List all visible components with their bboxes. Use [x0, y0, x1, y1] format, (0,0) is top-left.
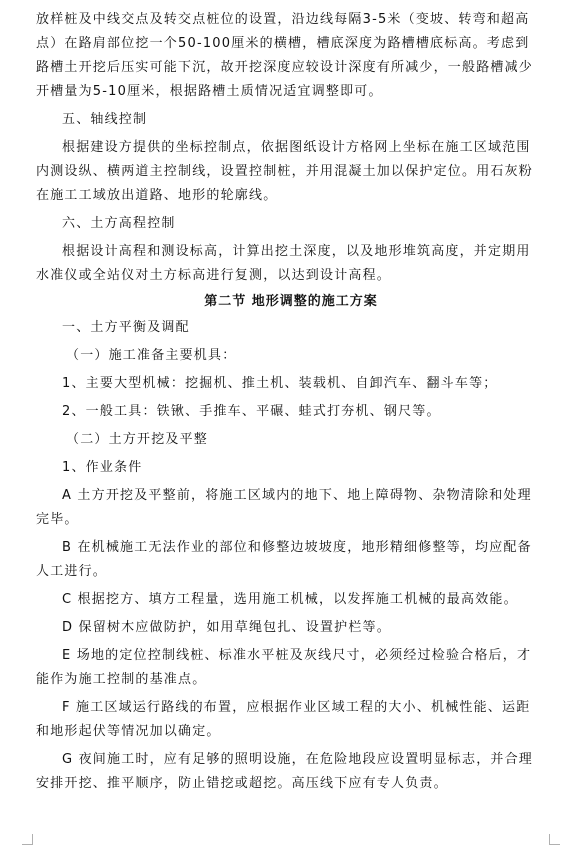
paragraph-line: 路槽土开挖后压实可能下沉，故开挖深度应较设计深度有所减少，一般路槽减少	[36, 60, 534, 75]
paragraph-line: 根据建设方提供的坐标控制点，依据图纸设计方格网上坐标在施工区域范围	[62, 140, 531, 155]
page-corner-mark	[549, 834, 560, 845]
paragraph-line: 水准仪或全站仪对土方标高进行复测，以达到设计高程。	[36, 268, 392, 283]
paragraph-line: C 根据挖方、填方工程量，选用施工机械，以发挥施工机械的最高效能。	[62, 592, 518, 607]
paragraph-line: 能作为施工控制的基准点。	[36, 672, 207, 687]
section-heading: 第二节 地形调整的施工方案	[204, 294, 378, 309]
paragraph-line: 完毕。	[36, 512, 79, 527]
paragraph-line: B 在机械施工无法作业的部位和修整边坡坡度，地形精细修整等，均应配备	[62, 540, 532, 555]
subsection-title: （二）土方开挖及平整	[66, 432, 209, 447]
paragraph-line: 根据设计高程和测设标高，计算出挖土深度，以及地形堆筑高度，并定期用	[62, 244, 531, 259]
page-corner-mark	[22, 834, 33, 845]
paragraph-line: E 场地的定位控制线桩、标准水平桩及灰线尺寸，必须经过检验合格后，才	[62, 648, 532, 663]
paragraph-line: D 保留树木应做防护，如用草绳包扎、设置护栏等。	[62, 620, 391, 635]
list-item: 1、作业条件	[62, 460, 143, 475]
paragraph-line: A 土方开挖及平整前，将施工区域内的地下、地上障碍物、杂物清除和处理	[62, 488, 532, 503]
subsection-title: （一）施工准备主要机具：	[66, 348, 237, 363]
paragraph-line: 安排开挖、推平顺序，防止错挖或超挖。高压线下应有专人负责。	[36, 776, 448, 791]
paragraph-line: 人工进行。	[36, 564, 108, 579]
section-title: 六、土方高程控制	[62, 216, 176, 231]
paragraph-line: 开槽量为5-10厘米，根据路槽土质情况适宜调整即可。	[36, 84, 383, 99]
document-body	[36, 8, 546, 796]
paragraph-line: 放样桩及中线交点及转交点桩位的设置，沿边线每隔3-5米（变坡、转弯和超高	[36, 12, 530, 27]
paragraph-line: 内测设纵、横两道主控制线，设置控制桩，并用混凝土加以保护定位。用石灰粉	[36, 164, 534, 179]
list-item: 1、主要大型机械：挖掘机、推土机、装载机、自卸汽车、翻斗车等；	[62, 376, 498, 391]
section-title: 一、土方平衡及调配	[62, 320, 190, 335]
paragraph-line: F 施工区域运行路线的布置，应根据作业区域工程的大小、机械性能、运距	[62, 700, 531, 715]
paragraph-line: 点）在路肩部位挖一个50-100厘米的横槽，槽底深度为路槽槽底标高。考虑到	[36, 36, 530, 51]
list-item: 2、一般工具：铁锹、手推车、平碾、蛙式打夯机、钢尺等。	[62, 404, 441, 419]
paragraph-line: G 夜间施工时，应有足够的照明设施，在危险地段应设置明显标志，并合理	[62, 752, 534, 767]
section-title: 五、轴线控制	[62, 112, 148, 127]
paragraph-line: 和地形起伏等情况加以确定。	[36, 724, 221, 739]
paragraph-line: 在施工工域放出道路、地形的轮廓线。	[36, 188, 278, 203]
